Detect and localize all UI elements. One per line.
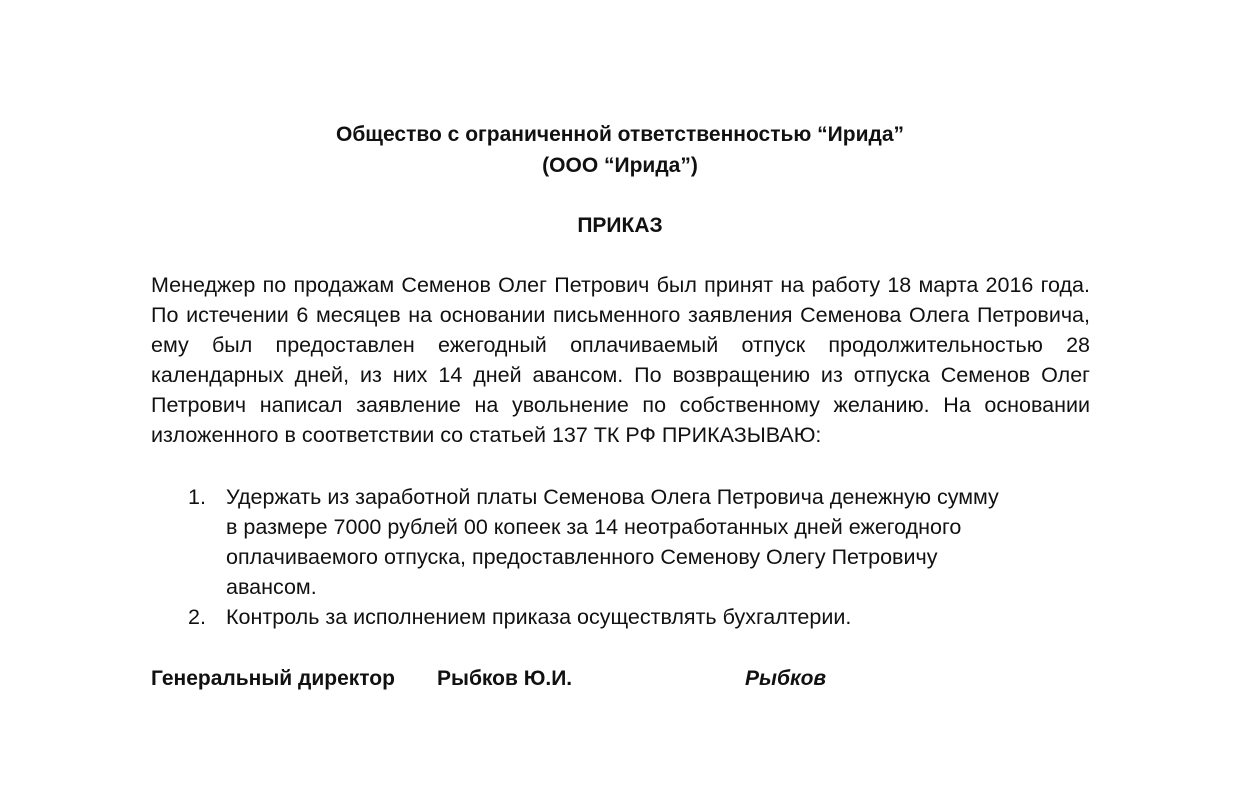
handwritten-signature: Рыбков <box>745 667 827 690</box>
organization-short-name: (ООО “Ирида”) <box>542 154 698 177</box>
signatory-position: Генеральный директор <box>151 667 395 690</box>
signatory-name: Рыбков Ю.И. <box>437 667 573 690</box>
document-title: ПРИКАЗ <box>577 214 663 237</box>
order-item-text: Контроль за исполнением приказа осуществлять бухгалтерии. <box>226 605 852 629</box>
order-item-number: 1. <box>188 485 206 509</box>
order-item-number: 2. <box>188 605 206 629</box>
order-item-1 <box>151 482 1016 602</box>
organization-full-name: Общество с ограниченной ответственностью “Ирида” <box>336 123 904 146</box>
signature-block <box>151 664 1090 694</box>
order-item-2 <box>151 602 1016 632</box>
order-items-list <box>151 482 1090 632</box>
order-item-text: Удержать из заработной платы Семенова Олега Петровича денежную сумму в размере 7000 рублей 00 копеек за 14 неотработанных дней ежегодного оплачиваемого отпуска, предоставленного Семенову Олегу Петровичу авансом. <box>226 485 999 599</box>
document-body-paragraph: Менеджер по продажам Семенов Олег Петрович был принят на работу 18 марта 2016 года. По истечении 6 месяцев на основании письменного заявления Семенова Олега Петровича, ему был предоставлен ежегодный оплачиваемый отпуск продолжительностью 28 календарных дней, из них 14 дней авансом. По возвращению из отпуска Семенов Олег Петрович написал заявление на увольнение по собственному желанию. На основании изложенного в соответствии со статьей 137 ТК РФ ПРИКАЗЫВАЮ: <box>151 273 1090 447</box>
